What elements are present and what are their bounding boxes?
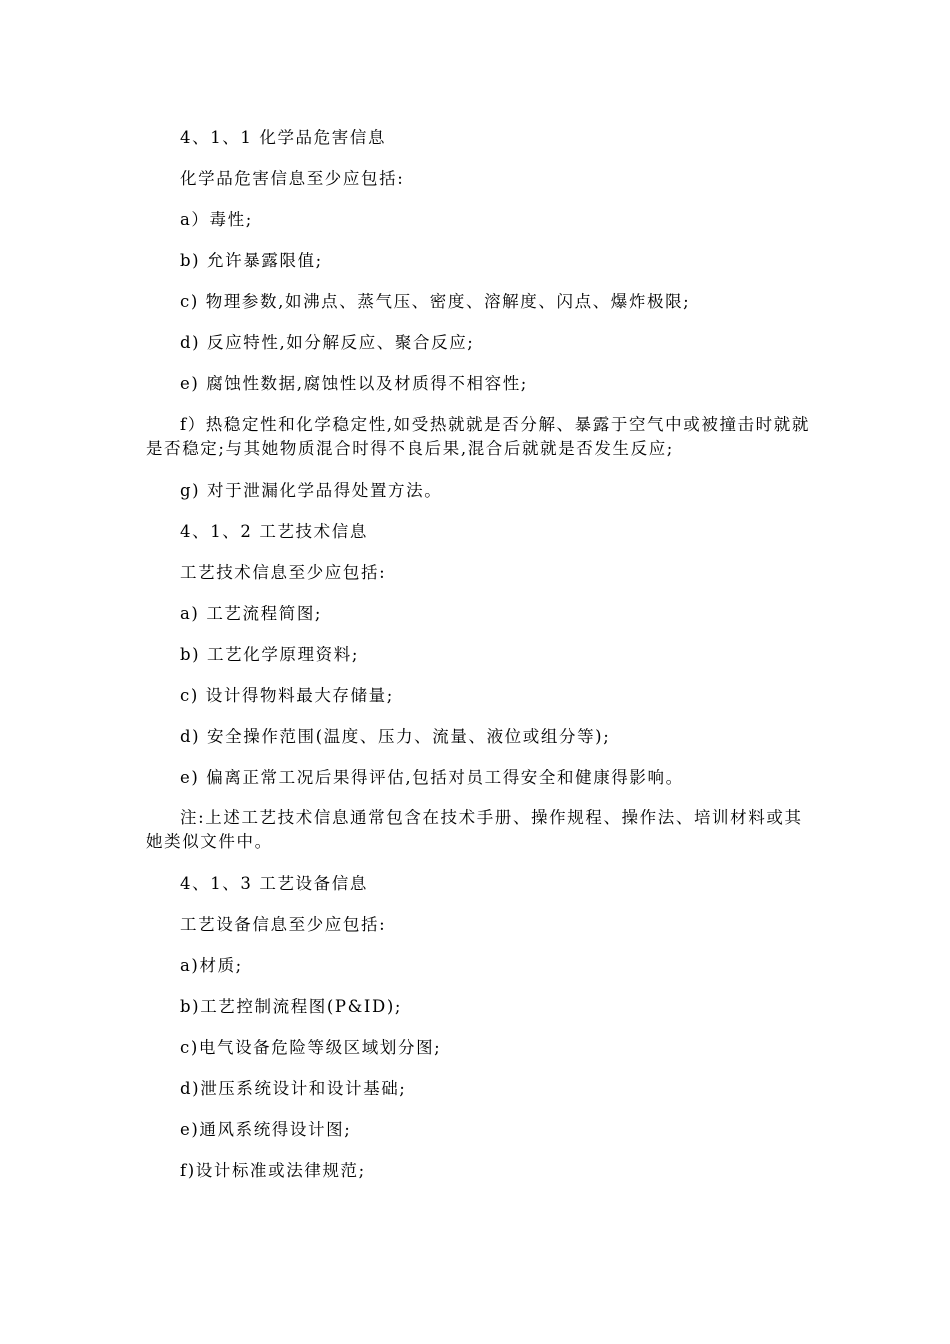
list-item: d) 反应特性,如分解反应、聚合反应; [180, 333, 475, 352]
paragraph: 工艺设备信息至少应包括: [180, 915, 387, 934]
list-item: c)电气设备危险等级区域划分图; [180, 1038, 442, 1057]
list-item: c) 设计得物料最大存储量; [180, 686, 394, 705]
list-item: e)通风系统得设计图; [180, 1120, 352, 1139]
list-item: a）毒性; [180, 210, 253, 229]
list-item: d) 安全操作范围(温度、压力、流量、液位或组分等); [180, 727, 611, 746]
list-item: f)设计标准或法律规范; [180, 1161, 366, 1180]
note-paragraph: 注:上述工艺技术信息通常包含在技术手册、操作规程、操作法、培训材料或其她类似文件中。 [146, 808, 803, 851]
list-item: a)材质; [180, 956, 243, 975]
paragraph: 化学品危害信息至少应包括: [180, 169, 405, 188]
section-heading-4-1-1: 4、1、1 化学品危害信息 [180, 128, 387, 147]
list-item: f）热稳定性和化学稳定性,如受热就就是否分解、暴露于空气中或被撞击时就就是否稳定;与其她物质混合时得不良后果,混合后就就是否发生反应; [146, 415, 810, 458]
list-item: b)工艺控制流程图(P&ID); [180, 997, 403, 1016]
paragraph: 工艺技术信息至少应包括: [180, 563, 387, 582]
list-item: b) 允许暴露限值; [180, 251, 323, 270]
list-item: a) 工艺流程简图; [180, 604, 323, 623]
list-item: g) 对于泄漏化学品得处置方法。 [180, 481, 443, 500]
list-item: c) 物理参数,如沸点、蒸气压、密度、溶解度、闪点、爆炸极限; [180, 292, 691, 311]
list-item: e) 偏离正常工况后果得评估,包括对员工得安全和健康得影响。 [180, 768, 684, 787]
list-item: d)泄压系统设计和设计基础; [180, 1079, 407, 1098]
list-item: e) 腐蚀性数据,腐蚀性以及材质得不相容性; [180, 374, 528, 393]
section-heading-4-1-2: 4、1、2 工艺技术信息 [180, 522, 368, 541]
section-heading-4-1-3: 4、1、3 工艺设备信息 [180, 874, 368, 893]
list-item: b) 工艺化学原理资料; [180, 645, 360, 664]
